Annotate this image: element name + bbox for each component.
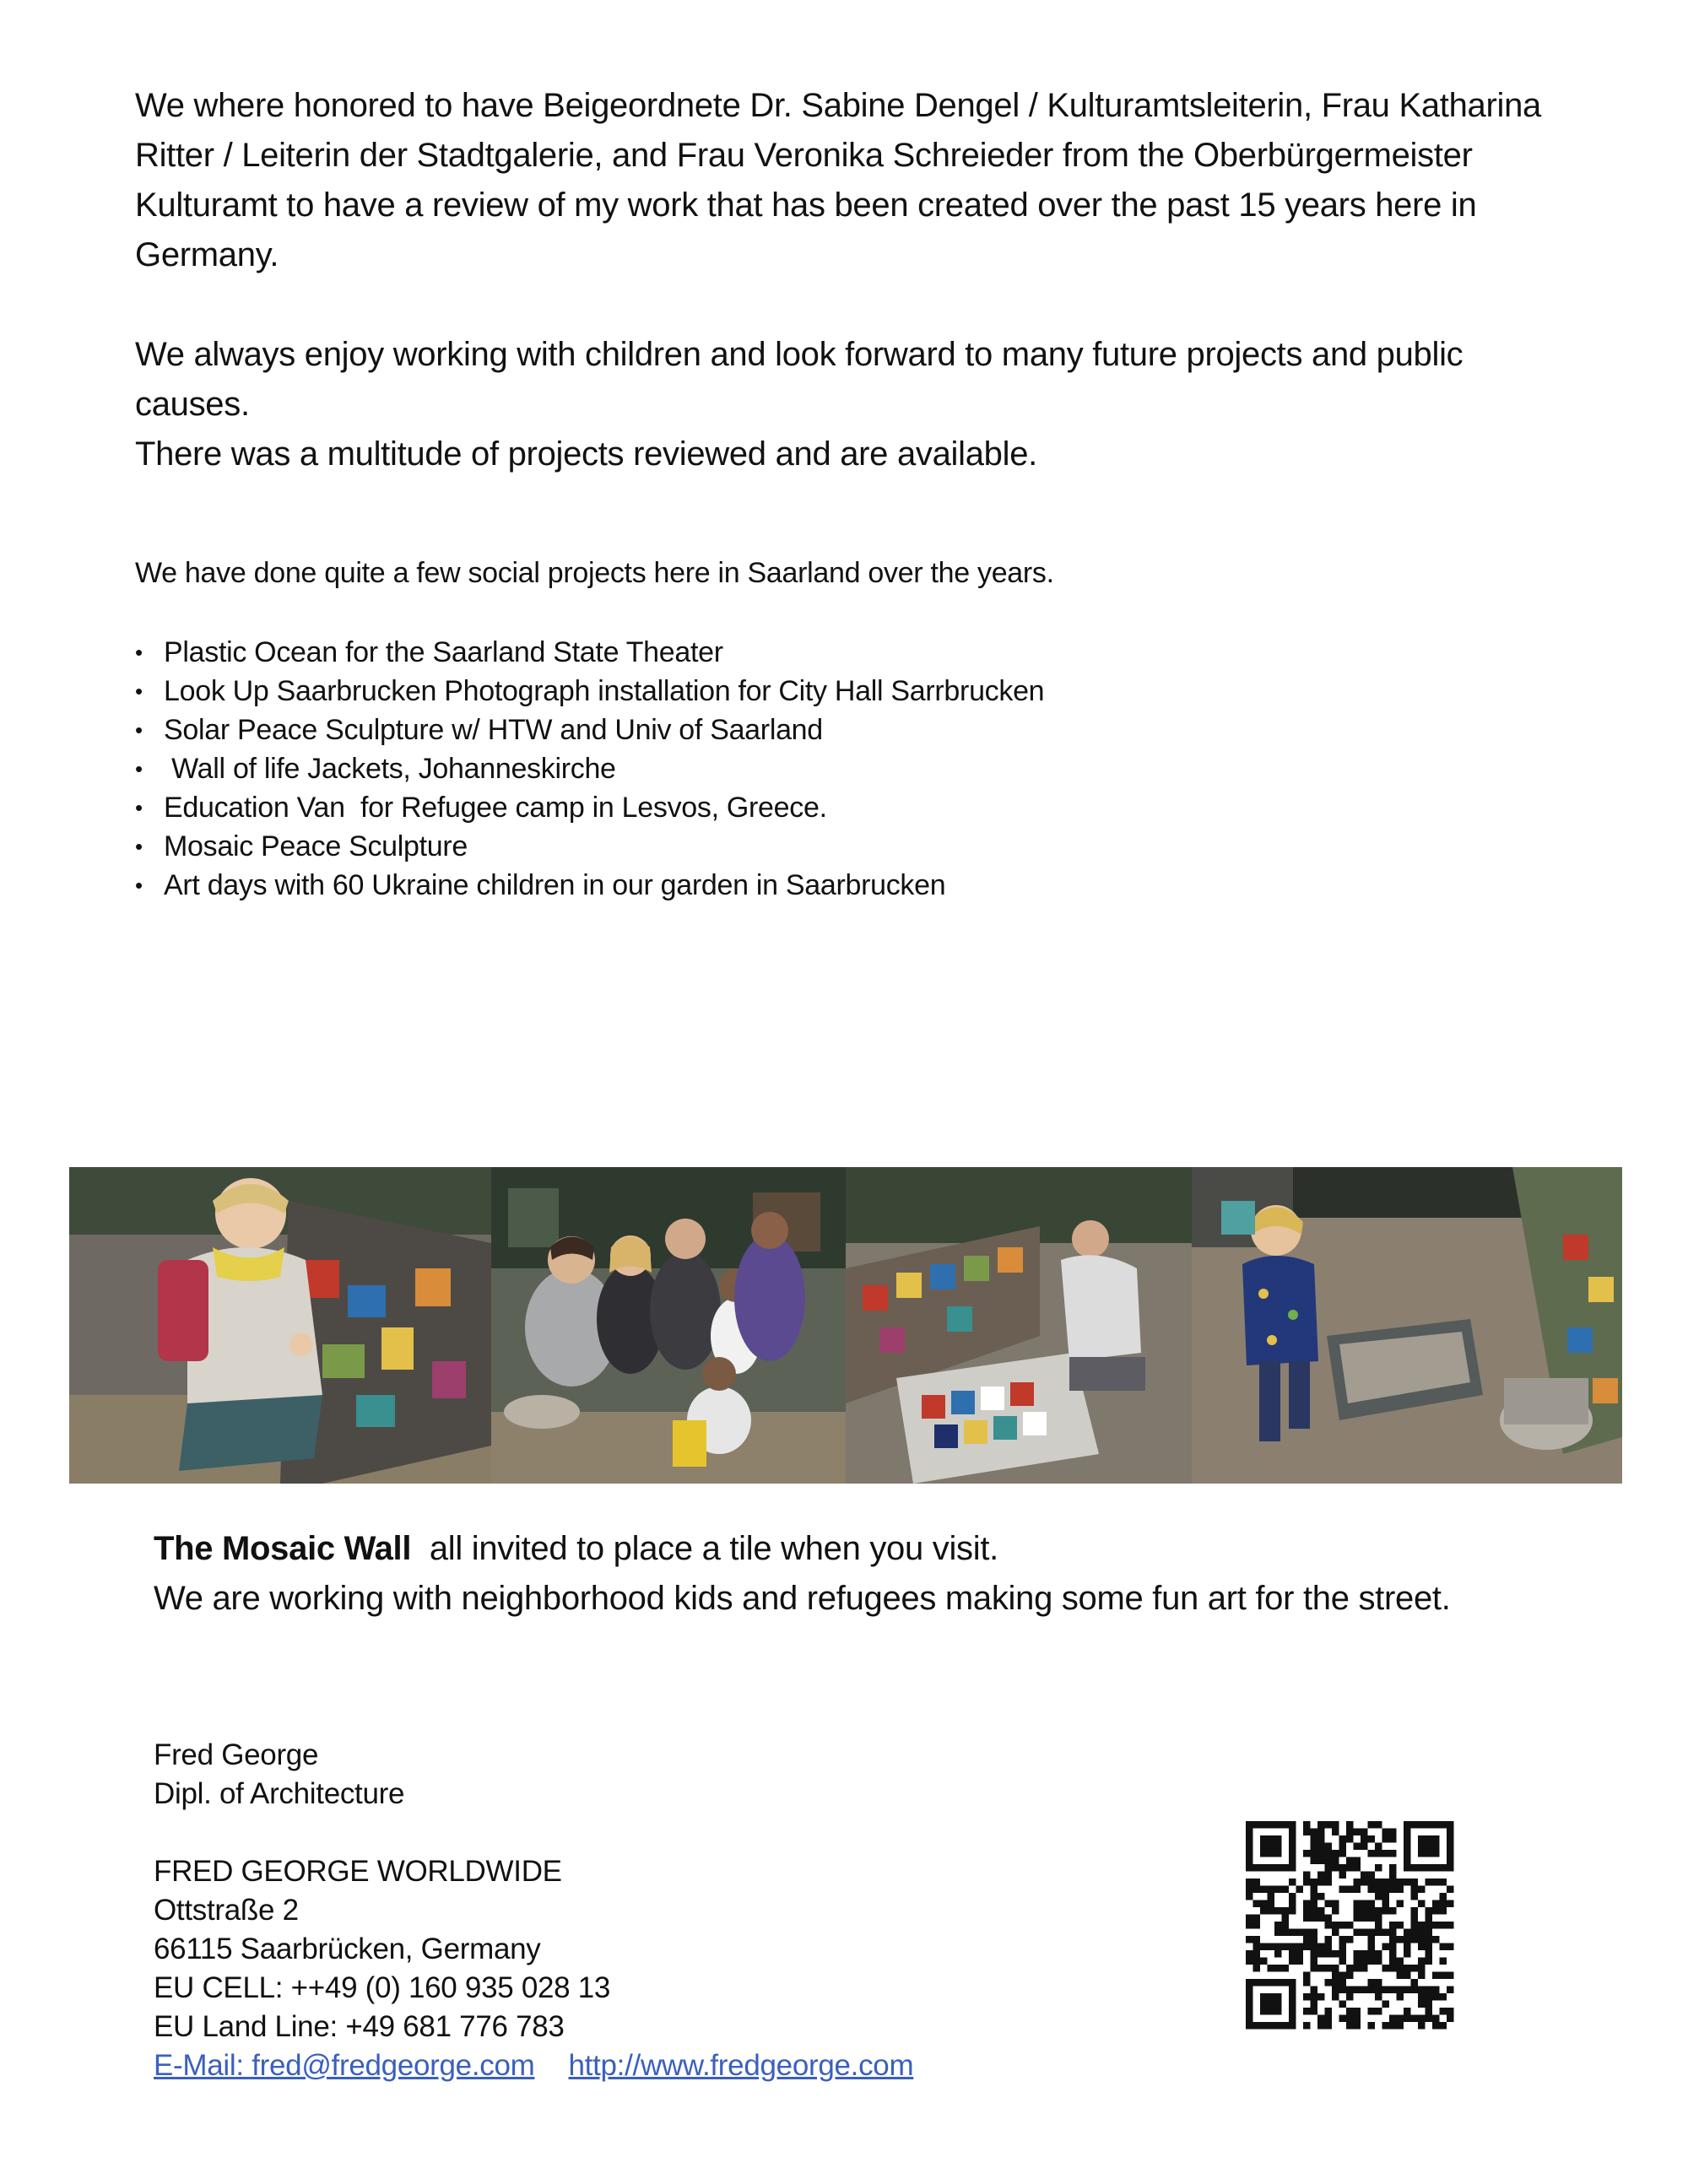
contact-spacer xyxy=(154,1814,913,1852)
paragraph-gap xyxy=(135,280,1570,330)
intro-paragraph-3: There was a multitude of projects reviewed and are available. xyxy=(135,435,1037,473)
list-item: • Art days with 60 Ukraine children in our garden in Saarbrucken xyxy=(135,866,1044,905)
mosaic-caption-rest: all invited to place a tile when you visit. xyxy=(411,1530,998,1567)
mosaic-caption-line-1 xyxy=(154,1524,1639,1574)
list-item: • Wall of life Jackets, Johanneskirche xyxy=(135,749,1044,788)
photo-woman-at-mosaic-wall xyxy=(69,1167,491,1484)
contact-cell: EU CELL: ++49 (0) 160 935 028 13 xyxy=(154,1971,611,2004)
list-item: • Look Up Saarbrucken Photograph installation for City Hall Sarrbrucken xyxy=(135,672,1044,711)
social-projects-lead: We have done quite a few social projects here in Saarland over the years. xyxy=(135,557,1054,589)
contact-street: Ottstraße 2 xyxy=(154,1894,299,1927)
mosaic-wall-title: The Mosaic Wall xyxy=(154,1530,412,1567)
project-list xyxy=(135,633,1044,905)
photo-man-laying-tiles xyxy=(846,1167,1192,1484)
list-item: • Mosaic Peace Sculpture xyxy=(135,827,1044,866)
photo-strip xyxy=(69,1167,1622,1484)
contact-city: 66115 Saarbrücken, Germany xyxy=(154,1933,541,1965)
website-link[interactable]: http://www.fredgeorge.com xyxy=(568,2049,914,2082)
list-item: • Solar Peace Sculpture w/ HTW and Univ of Saarland xyxy=(135,711,1044,749)
qr-code xyxy=(1241,1816,1458,2034)
photo-child-with-tile xyxy=(1192,1167,1622,1484)
qr-code-graphic xyxy=(1241,1816,1458,2034)
intro-paragraph-2: We always enjoy working with children and look forward to many future projects and public causes. xyxy=(135,336,1463,423)
mosaic-wall-caption xyxy=(154,1524,1639,1624)
contact-block xyxy=(154,1736,913,2085)
photo-group-with-tiles xyxy=(491,1167,846,1484)
intro-section xyxy=(135,81,1570,479)
list-item: • Education Van for Refugee camp in Lesvos, Greece. xyxy=(135,788,1044,827)
contact-links-row xyxy=(154,2046,913,2085)
contact-degree: Dipl. of Architecture xyxy=(154,1777,405,1810)
email-link[interactable]: E-Mail: fred@fredgeorge.com xyxy=(154,2049,535,2082)
contact-name: Fred George xyxy=(154,1738,319,1771)
contact-landline: EU Land Line: +49 681 776 783 xyxy=(154,2010,565,2043)
intro-paragraph-1: We where honored to have Beigeordnete Dr. Sabine Dengel / Kulturamtsleiterin, Frau Katharina Ritter / Leiterin der Stadtgalerie, and Frau Veronika Schreieder from the Oberbürgermeister Kulturamt to have a review of my work that has been created over the past 15 years here in Germany. xyxy=(135,87,1541,273)
list-item: • Plastic Ocean for the Saarland State Theater xyxy=(135,633,1044,672)
mosaic-caption-line-2: We are working with neighborhood kids and refugees making some fun art for the street. xyxy=(154,1580,1451,1617)
contact-company: FRED GEORGE WORLDWIDE xyxy=(154,1855,562,1888)
